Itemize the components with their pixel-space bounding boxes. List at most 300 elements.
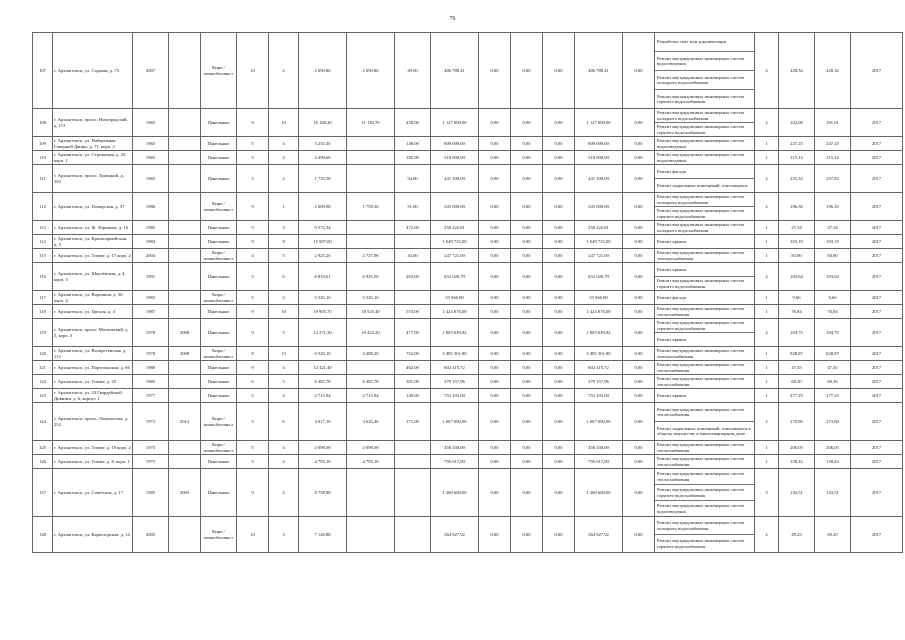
wall-material-cell: Кирп./ шлакоблочны е — [201, 441, 237, 455]
address-cell: г. Архангельск, ул. Воскресенская, д. 113 — [53, 347, 133, 361]
max-unit-cost-cell: 103,64 — [815, 263, 851, 291]
total-area-cell: 8 758,88 — [299, 469, 347, 517]
unit-cost-cell: 60,30 — [779, 375, 815, 389]
other-funds-cell: 0,00 — [623, 347, 655, 361]
repair-works-cell — [655, 375, 755, 389]
regional-budget-cell: 0,00 — [511, 109, 543, 137]
residential-area-cell: 10 432,20 — [347, 319, 395, 347]
local-budget-cell: 0,00 — [543, 291, 575, 305]
completion-year-cell: 2017 — [851, 455, 903, 469]
row-number-cell: 127 — [33, 469, 53, 517]
total-cost-cell: 800 000,00 — [431, 137, 479, 151]
repair-works-cell — [655, 291, 755, 305]
build-year-cell: 1984 — [133, 235, 169, 249]
table-row — [33, 441, 903, 455]
table-row — [33, 361, 903, 375]
renovation-year-cell — [169, 305, 201, 319]
total-area-cell: 16 168,20 — [299, 109, 347, 137]
residential-area-cell: 2 098,08 — [347, 441, 395, 455]
completion-year-cell: 2017 — [851, 469, 903, 517]
residential-area-cell: 11 130,70 — [347, 109, 395, 137]
total-area-cell: 7 148,88 — [299, 517, 347, 553]
entrances-cell: 4 — [269, 361, 299, 375]
other-funds-cell: 0,00 — [623, 455, 655, 469]
table-row — [33, 389, 903, 403]
floors-cell: 9 — [237, 235, 269, 249]
owners-funds-cell: 800 000,00 — [575, 137, 623, 151]
works-count-cell: 1 — [755, 455, 779, 469]
residential-area-cell — [347, 469, 395, 517]
works-count-cell: 1 — [755, 389, 779, 403]
owners-funds-cell: 1 424 076,00 — [575, 305, 623, 319]
max-unit-cost-cell: 104,75 — [815, 319, 851, 347]
owners-funds-cell: 53 566,00 — [575, 291, 623, 305]
row-number-cell: 117 — [33, 291, 53, 305]
residents-cell: 472,00 — [395, 221, 431, 235]
entrances-cell: 2 — [269, 33, 299, 109]
address-cell: г. Архангельск, ул. Тимме, д. 10 корп. 2 — [53, 441, 133, 455]
page-number: 76 — [449, 16, 456, 22]
repair-works-cell — [655, 221, 755, 235]
row-number-cell: 126 — [33, 455, 53, 469]
wall-material-cell: Панельные — [201, 137, 237, 151]
total-area-cell: 2 090,86 — [299, 33, 347, 109]
max-unit-cost-cell: 49,25 — [815, 517, 851, 553]
repair-work-item: Ремонт внутридомовых инженерных систем холодного водоснабжения — [657, 520, 744, 531]
max-unit-cost-cell: 27,34 — [815, 221, 851, 235]
address-cell: г. Архангельск, ул. Стрелковая, д. 25, корп. 1 — [53, 151, 133, 165]
renovation-year-cell: 2008 — [169, 347, 201, 361]
max-unit-cost-cell: 101,01 — [815, 109, 851, 137]
local-budget-cell: 0,00 — [543, 469, 575, 517]
table-row — [33, 347, 903, 361]
other-funds-cell: 0,00 — [623, 235, 655, 249]
floors-cell: 9 — [237, 193, 269, 221]
repair-works-cell — [655, 455, 755, 469]
local-budget-cell: 0,00 — [543, 305, 575, 319]
residential-area-cell: 2 715,94 — [347, 389, 395, 403]
repair-work-item: Ремонт внутридомовых инженерных систем теплоснабжения — [657, 376, 744, 387]
repair-work-item: Ремонт крыши — [655, 332, 754, 346]
repair-work-item: Ремонт крыши — [657, 392, 686, 398]
repair-works-cell — [655, 151, 755, 165]
repair-works-cell — [655, 347, 755, 361]
residential-area-cell — [347, 517, 395, 553]
floors-cell: 9 — [237, 469, 269, 517]
repair-works-cell — [655, 517, 755, 553]
residents-cell — [395, 469, 431, 517]
other-funds-cell: 0,00 — [623, 517, 655, 553]
repair-work-item: Ремонт внутридомовых инженерных систем теплоснабжения — [657, 442, 744, 453]
total-area-cell: 4 499,60 — [299, 151, 347, 165]
works-count-cell: 4 — [755, 33, 779, 109]
local-budget-cell: 0,00 — [543, 319, 575, 347]
total-cost-cell: 256 222,81 — [431, 221, 479, 235]
local-budget-cell: 0,00 — [543, 151, 575, 165]
table-row — [33, 319, 903, 347]
other-funds-cell: 0,00 — [623, 151, 655, 165]
local-budget-cell: 0,00 — [543, 137, 575, 151]
works-count-cell: 2 — [755, 319, 779, 347]
regional-budget-cell: 0,00 — [511, 193, 543, 221]
table-row — [33, 403, 903, 441]
housing-repair-table — [32, 32, 903, 553]
entrances-cell: 4 — [269, 469, 299, 517]
repair-work-item: Ремонт внутридомовых инженерных систем горячего водоснабжения — [655, 276, 754, 290]
repair-work-item: Ремонт внутридомовых инженерных систем теплоснабжения — [657, 471, 744, 482]
renovation-year-cell — [169, 109, 201, 137]
build-year-cell: 1991 — [133, 263, 169, 291]
address-cell: г. Архангельск, ул. Тимме, д. 17 корп. 2 — [53, 249, 133, 263]
unit-cost-cell: 49,25 — [779, 517, 815, 553]
total-cost-cell: 653 026,79 — [431, 263, 479, 291]
other-funds-cell: 0,00 — [623, 109, 655, 137]
entrances-cell: 13 — [269, 347, 299, 361]
residential-area-cell: 18 525,40 — [347, 305, 395, 319]
row-number-cell: 119 — [33, 319, 53, 347]
total-area-cell: 12 421,40 — [299, 361, 347, 375]
other-funds-cell: 0,00 — [623, 361, 655, 375]
fund-cell: 0,00 — [479, 517, 511, 553]
residential-area-cell — [347, 137, 395, 151]
floors-cell: 9 — [237, 221, 269, 235]
fund-cell: 0,00 — [479, 235, 511, 249]
residents-cell: 49,00 — [395, 33, 431, 109]
address-cell: г. Архангельск, просп. Московский, д. 5, корп. 3 — [53, 319, 133, 347]
residents-cell: 185,00 — [395, 151, 431, 165]
owners-funds-cell: 1 127 009,00 — [575, 109, 623, 137]
table-row — [33, 305, 903, 319]
works-count-cell: 2 — [755, 109, 779, 137]
local-budget-cell: 0,00 — [543, 441, 575, 455]
floors-cell: 5 — [237, 165, 269, 193]
works-count-cell: 1 — [755, 347, 779, 361]
repair-work-item: Ремонт фасада — [657, 294, 686, 300]
build-year-cell: 1965 — [133, 109, 169, 137]
residents-cell: 752,00 — [395, 347, 431, 361]
entrances-cell: 6 — [269, 403, 299, 441]
unit-cost-cell: 27,34 — [779, 221, 815, 235]
entrances-cell: 2 — [269, 291, 299, 305]
row-number-cell: 124 — [33, 403, 53, 441]
unit-cost-cell: 158,42 — [779, 455, 815, 469]
total-cost-cell: 379 157,96 — [431, 375, 479, 389]
row-number-cell: 122 — [33, 375, 53, 389]
wall-material-cell: Панельные — [201, 109, 237, 137]
owners-funds-cell: 752 103,00 — [575, 389, 623, 403]
address-cell: г. Архангельск, ул. Тимме, д. 8, корп. 1 — [53, 455, 133, 469]
address-cell: г. Архангельск, ул. Шкулёвская, д. 4, корп. 3 — [53, 263, 133, 291]
renovation-year-cell — [169, 137, 201, 151]
wall-material-cell: Кирп./ шлакоблочны е — [201, 33, 237, 109]
build-year-cell: 1986 — [133, 193, 169, 221]
unit-cost-cell: 228,32 — [779, 33, 815, 109]
row-number-cell: 112 — [33, 193, 53, 221]
works-count-cell: 1 — [755, 375, 779, 389]
fund-cell: 0,00 — [479, 305, 511, 319]
unit-cost-cell: 277,25 — [779, 389, 815, 403]
regional-budget-cell: 0,00 — [511, 33, 543, 109]
build-year-cell: 1975 — [133, 455, 169, 469]
build-year-cell: 1985 — [133, 469, 169, 517]
total-cost-cell: 1 005 649,92 — [431, 319, 479, 347]
build-year-cell: 1965 — [133, 137, 169, 151]
fund-cell: 0,00 — [479, 361, 511, 375]
row-number-cell: 116 — [33, 263, 53, 291]
repair-works-cell — [655, 137, 755, 151]
table-row — [33, 137, 903, 151]
fund-cell: 0,00 — [479, 441, 511, 455]
floors-cell: 9 — [237, 319, 269, 347]
repair-works-cell — [655, 165, 755, 193]
address-cell: г. Архангельск, ул. Карпогорская, д. 14 — [53, 517, 133, 553]
residents-cell: 43,00 — [395, 249, 431, 263]
owners-funds-cell: 456 330,00 — [575, 441, 623, 455]
works-count-cell: 1 — [755, 249, 779, 263]
residential-area-cell — [347, 235, 395, 249]
regional-budget-cell: 0,00 — [511, 517, 543, 553]
owners-funds-cell: 486 788,41 — [575, 33, 623, 109]
renovation-year-cell — [169, 151, 201, 165]
regional-budget-cell: 0,00 — [511, 165, 543, 193]
renovation-year-cell: 2008 — [169, 319, 201, 347]
local-budget-cell: 0,00 — [543, 347, 575, 361]
repair-work-item: Ремонт внутридомовых инженерных систем горячего водоснабжения — [655, 89, 754, 108]
max-unit-cost-cell: 76,84 — [815, 305, 851, 319]
max-unit-cost-cell: 103,19 — [815, 235, 851, 249]
renovation-year-cell — [169, 221, 201, 235]
wall-material-cell: Панельные — [201, 165, 237, 193]
residents-cell: 54,00 — [395, 165, 431, 193]
total-cost-cell: 486 788,41 — [431, 33, 479, 109]
repair-work-item: Ремонт внутридомовых инженерных систем холодного водоснабжения — [657, 110, 744, 121]
entrances-cell: 5 — [269, 249, 299, 263]
owners-funds-cell: 247 721,00 — [575, 249, 623, 263]
unit-cost-cell: 83,80 — [779, 249, 815, 263]
max-unit-cost-cell: 115,14 — [815, 151, 851, 165]
repair-work-item: Ремонт внутридомовых инженерных систем горячего водоснабжения — [655, 122, 754, 136]
table-row — [33, 109, 903, 137]
floors-cell: 10 — [237, 517, 269, 553]
residents-cell: 148,00 — [395, 137, 431, 151]
residential-area-cell: 4 795,10 — [347, 455, 395, 469]
row-number-cell: 121 — [33, 361, 53, 375]
regional-budget-cell: 0,00 — [511, 291, 543, 305]
total-cost-cell: 456 330,00 — [431, 441, 479, 455]
unit-cost-cell: 103,64 — [779, 263, 815, 291]
owners-funds-cell: 256 222,81 — [575, 221, 623, 235]
owners-funds-cell: 5 485 361,80 — [575, 347, 623, 361]
fund-cell: 0,00 — [479, 403, 511, 441]
renovation-year-cell — [169, 291, 201, 305]
row-number-cell: 114 — [33, 235, 53, 249]
row-number-cell: 111 — [33, 165, 53, 193]
repair-works-cell — [655, 403, 755, 441]
wall-material-cell: Панельные — [201, 455, 237, 469]
renovation-year-cell: 2003 — [169, 469, 201, 517]
address-cell: г. Архангельск, ул. 23 Гвардейской Дивизии, д. 6, корпус 1 — [53, 389, 133, 403]
entrances-cell: 1 — [269, 193, 299, 221]
works-count-cell: 1 — [755, 151, 779, 165]
unit-cost-cell: 196,30 — [779, 193, 815, 221]
wall-material-cell: Кирп./ шлакоблочны е — [201, 517, 237, 553]
total-area-cell: 6 283,78 — [299, 375, 347, 389]
fund-cell: 0,00 — [479, 347, 511, 361]
completion-year-cell: 2017 — [851, 517, 903, 553]
local-budget-cell: 0,00 — [543, 389, 575, 403]
renovation-year-cell — [169, 165, 201, 193]
renovation-year-cell — [169, 249, 201, 263]
total-area-cell: 4 017,10 — [299, 403, 347, 441]
repair-work-item: Ремонт внутридомовых инженерных систем теплоснабжения — [657, 306, 744, 317]
floors-cell: 9 — [237, 109, 269, 137]
table-row — [33, 375, 903, 389]
residential-area-cell: 2 727,06 — [347, 249, 395, 263]
total-cost-cell: 441 100,00 — [431, 165, 479, 193]
regional-budget-cell: 0,00 — [511, 375, 543, 389]
total-area-cell: 2 925,26 — [299, 249, 347, 263]
renovation-year-cell — [169, 389, 201, 403]
total-cost-cell: 247 721,00 — [431, 249, 479, 263]
other-funds-cell: 0,00 — [623, 165, 655, 193]
works-count-cell: 3 — [755, 469, 779, 517]
repair-work-item: Ремонт крыши — [657, 266, 686, 272]
residents-cell: 477,00 — [395, 319, 431, 347]
address-cell: г. Архангельск, ул. Красноармейская, д. 5 — [53, 235, 133, 249]
renovation-year-cell: 2013 — [169, 403, 201, 441]
row-number-cell: 110 — [33, 151, 53, 165]
renovation-year-cell — [169, 441, 201, 455]
residential-area-cell: 6 283,78 — [347, 375, 395, 389]
unit-cost-cell: 255,32 — [779, 165, 815, 193]
local-budget-cell: 0,00 — [543, 375, 575, 389]
fund-cell: 0,00 — [479, 263, 511, 291]
table-body — [33, 33, 903, 553]
total-cost-cell: 518 000,00 — [431, 151, 479, 165]
wall-material-cell: Панельные — [201, 389, 237, 403]
total-area-cell: 12 271,30 — [299, 319, 347, 347]
max-unit-cost-cell: 158,42 — [815, 455, 851, 469]
regional-budget-cell: 0,00 — [511, 441, 543, 455]
max-unit-cost-cell: 257,83 — [815, 165, 851, 193]
build-year-cell: 1977 — [133, 389, 169, 403]
total-area-cell: 2 715,94 — [299, 389, 347, 403]
completion-year-cell: 2017 — [851, 151, 903, 165]
entrances-cell: 4 — [269, 441, 299, 455]
build-year-cell: 1965 — [133, 151, 169, 165]
local-budget-cell: 0,00 — [543, 403, 575, 441]
renovation-year-cell — [169, 235, 201, 249]
other-funds-cell: 0,00 — [623, 469, 655, 517]
owners-funds-cell: 379 157,96 — [575, 375, 623, 389]
owners-funds-cell: 1 649 733,00 — [575, 235, 623, 249]
floors-cell: 5 — [237, 151, 269, 165]
row-number-cell: 123 — [33, 389, 53, 403]
table-row — [33, 469, 903, 517]
total-area-cell: 6 810,61 — [299, 263, 347, 291]
fund-cell: 0,00 — [479, 455, 511, 469]
repair-works-cell — [655, 441, 755, 455]
total-area-cell: 4 795,10 — [299, 455, 347, 469]
total-cost-cell: 345 000,00 — [431, 193, 479, 221]
entrances-cell: 2 — [269, 151, 299, 165]
build-year-cell: 1965 — [133, 165, 169, 193]
max-unit-cost-cell: 60,30 — [815, 375, 851, 389]
repair-works-cell — [655, 193, 755, 221]
residents-cell: 171,00 — [395, 403, 431, 441]
repair-work-item: Ремонт внутридомовых инженерных систем теплоснабжения — [657, 406, 744, 417]
wall-material-cell: Панельные — [201, 263, 237, 291]
total-area-cell: 6 520,10 — [299, 347, 347, 361]
completion-year-cell: 2017 — [851, 235, 903, 249]
repair-work-item: Ремонт подвальных помещений, относящихся — [655, 178, 754, 192]
residential-area-cell: 4 288,20 — [347, 347, 395, 361]
entrances-cell: 2 — [269, 165, 299, 193]
repair-work-item: Ремонт крыши — [657, 238, 686, 244]
other-funds-cell: 0,00 — [623, 221, 655, 235]
address-cell: г. Архангельск, просп. Ломоносова, д. 252 — [53, 403, 133, 441]
unit-cost-cell: 47,45 — [779, 361, 815, 375]
total-cost-cell: 1 649 733,00 — [431, 235, 479, 249]
max-unit-cost-cell: 143,51 — [815, 469, 851, 517]
unit-cost-cell: 103,19 — [779, 235, 815, 249]
works-count-cell: 1 — [755, 291, 779, 305]
total-area-cell: 3 235,40 — [299, 137, 347, 151]
owners-funds-cell: 759 617,00 — [575, 455, 623, 469]
wall-material-cell: Панельные — [201, 375, 237, 389]
regional-budget-cell: 0,00 — [511, 403, 543, 441]
regional-budget-cell: 0,00 — [511, 305, 543, 319]
repair-work-item: Ремонт внутридомовых инженерных систем водоотведения — [655, 500, 754, 516]
residents-cell — [395, 291, 431, 305]
floors-cell: 6 — [237, 375, 269, 389]
max-unit-cost-cell: 9,66 — [815, 291, 851, 305]
address-cell: г. Архангельск, ул. Советская, д. 17 — [53, 469, 133, 517]
total-cost-cell: 602 415,72 — [431, 361, 479, 375]
residential-area-cell: 6 925,50 — [347, 263, 395, 291]
other-funds-cell: 0,00 — [623, 263, 655, 291]
address-cell: г. Архангельск, ул. Набережная Северной Двины, д. 71, корп. 2 — [53, 137, 133, 151]
repair-work-item: Ремонт внутридомовых инженерных систем водоотведения — [657, 138, 744, 149]
address-cell: г. Архангельск, просп. Новгородский, д. 113 — [53, 109, 133, 137]
total-cost-cell: 1 067 000,00 — [431, 403, 479, 441]
repair-work-item: Ремонт внутридомовых инженерных систем горячего водоснабжения — [655, 484, 754, 500]
fund-cell: 0,00 — [479, 137, 511, 151]
other-funds-cell: 0,00 — [623, 441, 655, 455]
local-budget-cell: 0,00 — [543, 263, 575, 291]
fund-cell: 0,00 — [479, 33, 511, 109]
floors-cell: 5 — [237, 389, 269, 403]
residential-area-cell — [347, 361, 395, 375]
residential-area-cell: 2 090,86 — [347, 33, 395, 109]
row-number-cell: 115 — [33, 249, 53, 263]
owners-funds-cell: 1 067 000,00 — [575, 403, 623, 441]
completion-year-cell: 2017 — [851, 305, 903, 319]
other-funds-cell: 0,00 — [623, 403, 655, 441]
address-cell: г. Архангельск, ул. Партизанская, д. 66 — [53, 361, 133, 375]
residents-cell — [395, 455, 431, 469]
completion-year-cell: 2017 — [851, 319, 903, 347]
total-area-cell: 19 905,70 — [299, 305, 347, 319]
fund-cell: 0,00 — [479, 109, 511, 137]
total-cost-cell: 752 103,00 — [431, 389, 479, 403]
regional-budget-cell: 0,00 — [511, 455, 543, 469]
local-budget-cell: 0,00 — [543, 235, 575, 249]
total-area-cell: 15 987,00 — [299, 235, 347, 249]
completion-year-cell: 2017 — [851, 109, 903, 137]
works-count-cell: 1 — [755, 361, 779, 375]
completion-year-cell: 2017 — [851, 33, 903, 109]
